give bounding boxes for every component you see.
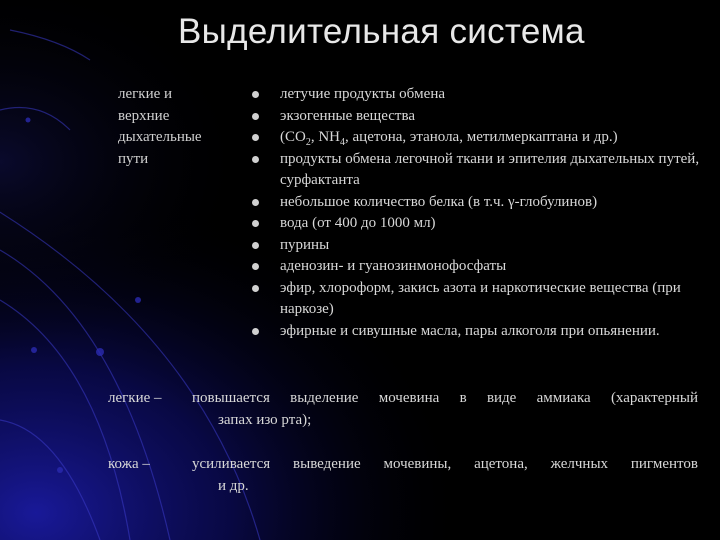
bullet-icon	[252, 220, 259, 227]
lungs-term: легкие –	[108, 390, 162, 406]
list-item: продукты обмена легочной ткани и эпителия дыхательных путей, сурфактанта	[250, 149, 710, 192]
skin-term: кожа –	[108, 456, 150, 472]
bullet-icon	[252, 134, 259, 141]
list-item: вода (от 400 до 1000 мл)	[250, 213, 710, 235]
list-item: ($CO_2$, $NH_4$, ацетона, этанола, метилмеркаптана и др.)	[250, 127, 710, 149]
bullet-icon	[252, 156, 259, 163]
bullet-icon	[252, 328, 259, 335]
bullet-icon	[252, 285, 259, 292]
left-label-airways: легкие и верхние дыхательные пути	[118, 86, 202, 167]
list-item: небольшое количество белка (в т.ч. γ-глобулинов)	[250, 192, 710, 214]
list-item: экзогенные вещества	[250, 106, 710, 128]
list-item: пурины	[250, 235, 710, 257]
bullet-list	[250, 84, 710, 342]
bullet-icon	[252, 91, 259, 98]
list-item: эфирные и сивушные масла, пары алкоголя при опьянении.	[250, 321, 710, 343]
skin-description: усиливается выведение мочевины, ацетона, желчных пигментов и др.	[192, 456, 698, 494]
bullet-icon	[252, 242, 259, 249]
page-title: Выделительная система	[178, 12, 585, 51]
list-item: эфир, хлороформ, закись азота и наркотические вещества (при наркозе)	[250, 278, 710, 321]
list-item: летучие продукты обмена	[250, 84, 710, 106]
list-item: аденозин- и гуанозинмонофосфаты	[250, 256, 710, 278]
bullet-icon	[252, 263, 259, 270]
bullet-icon	[252, 113, 259, 120]
lungs-description: повышается выделение мочевина в виде аммиака (характерный запах изо рта);	[192, 390, 698, 428]
bullet-icon	[252, 199, 259, 206]
